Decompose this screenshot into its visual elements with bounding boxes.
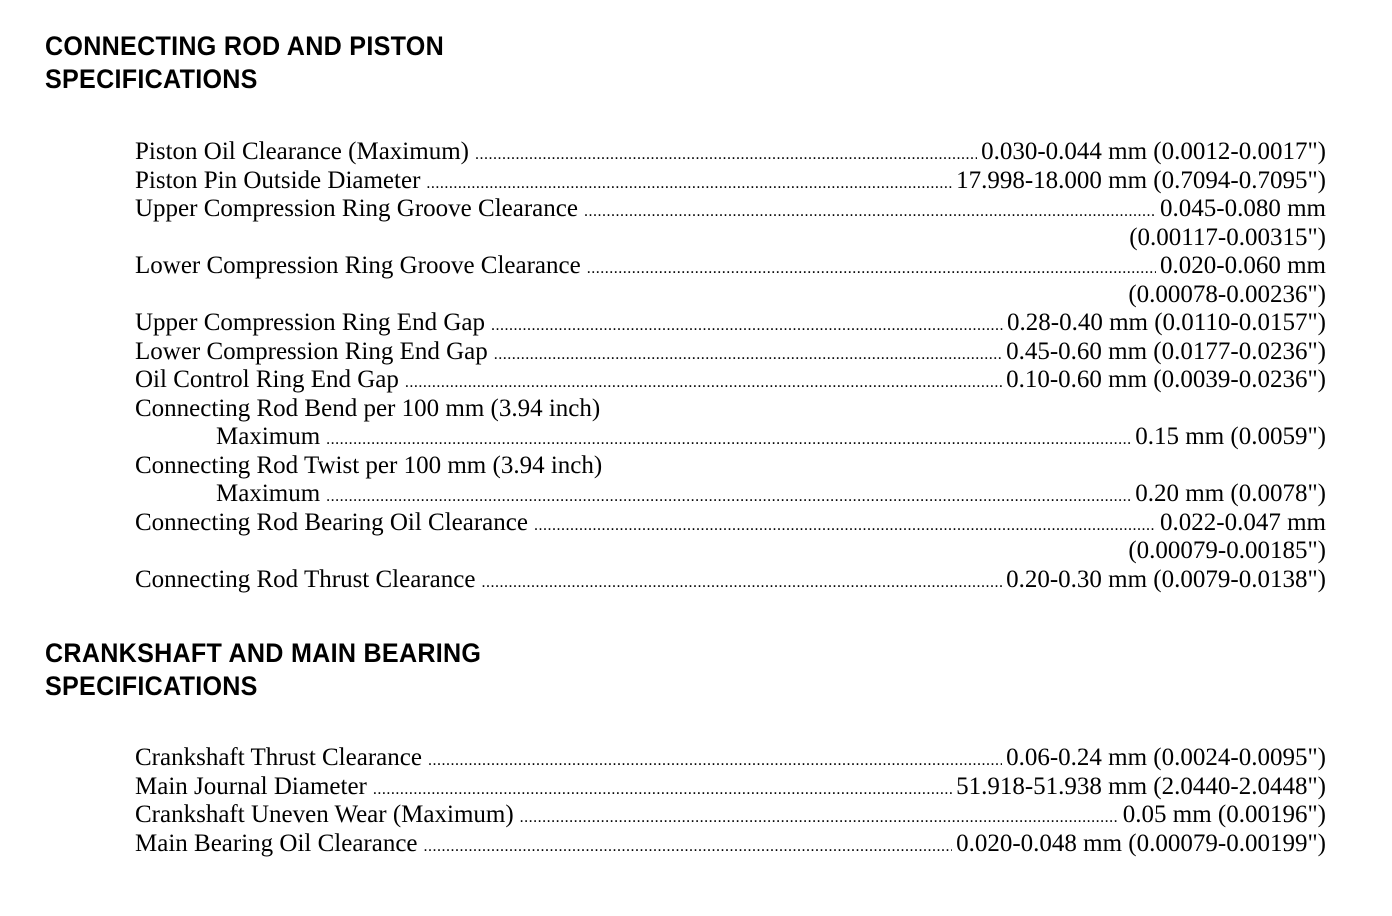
spec-value: 0.28-0.40 mm (0.0110-0.0157") bbox=[1007, 309, 1326, 336]
spec-row bbox=[135, 744, 1326, 773]
spec-value: 0.05 mm (0.00196") bbox=[1122, 801, 1326, 828]
dot-leader bbox=[426, 170, 952, 199]
spec-label: Connecting Rod Bearing Oil Clearance bbox=[135, 508, 528, 536]
crankshaft-spec-list bbox=[135, 744, 1326, 858]
spec-value: 0.15 mm (0.0059") bbox=[1135, 423, 1326, 450]
dot-leader bbox=[424, 833, 953, 862]
spec-value: 0.030-0.044 mm (0.0012-0.0017") bbox=[981, 138, 1326, 165]
spec-value: 51.918-51.938 mm (2.0440-2.0448") bbox=[956, 772, 1326, 800]
section-heading-connecting-rod bbox=[45, 30, 444, 96]
spec-value: 0.045-0.080 mm bbox=[1160, 195, 1326, 222]
dot-leader bbox=[491, 312, 1003, 341]
dot-leader bbox=[520, 804, 1119, 833]
spec-value: 0.06-0.24 mm (0.0024-0.0095") bbox=[1006, 744, 1326, 771]
dot-leader bbox=[405, 369, 1002, 398]
spec-row bbox=[135, 801, 1326, 830]
spec-value-continuation: (0.00078-0.00236") bbox=[1128, 280, 1326, 308]
spec-row bbox=[135, 195, 1326, 224]
spec-row bbox=[135, 309, 1326, 338]
spec-value: 0.20-0.30 mm (0.0079-0.0138") bbox=[1006, 565, 1326, 593]
spec-row bbox=[135, 167, 1326, 196]
spec-label: Piston Oil Clearance (Maximum) bbox=[135, 138, 469, 165]
spec-row bbox=[135, 138, 1326, 167]
dot-leader bbox=[481, 569, 1002, 598]
section-title-line: SPECIFICATIONS bbox=[45, 671, 258, 701]
section-title-line: CRANKSHAFT AND MAIN BEARING bbox=[45, 638, 482, 668]
spec-value: 0.022-0.047 mm bbox=[1160, 508, 1326, 536]
dot-leader bbox=[373, 776, 952, 805]
spec-row bbox=[135, 830, 1326, 859]
spec-value-continuation: (0.00079-0.00185") bbox=[1128, 537, 1326, 564]
spec-value: 0.20 mm (0.0078") bbox=[1135, 480, 1326, 507]
dot-leader bbox=[326, 483, 1131, 512]
section-title-line: CONNECTING ROD AND PISTON bbox=[45, 31, 444, 61]
spec-label: Lower Compression Ring Groove Clearance bbox=[135, 252, 581, 279]
spec-value: 0.10-0.60 mm (0.0039-0.0236") bbox=[1006, 366, 1326, 393]
spec-value: 0.020-0.048 mm (0.00079-0.00199") bbox=[956, 829, 1326, 857]
spec-row bbox=[135, 338, 1326, 367]
spec-label: Connecting Rod Thrust Clearance bbox=[135, 565, 476, 593]
spec-row bbox=[135, 366, 1326, 395]
spec-label: Maximum bbox=[216, 423, 321, 450]
spec-label: Crankshaft Thrust Clearance bbox=[135, 744, 422, 771]
dot-leader bbox=[428, 747, 1002, 776]
spec-label: Crankshaft Uneven Wear (Maximum) bbox=[135, 801, 514, 828]
section-heading-crankshaft bbox=[45, 637, 481, 703]
dot-leader bbox=[494, 341, 1002, 370]
spec-label: Upper Compression Ring End Gap bbox=[135, 309, 485, 336]
spec-row bbox=[135, 773, 1326, 802]
spec-row bbox=[135, 252, 1326, 281]
spec-label: Upper Compression Ring Groove Clearance bbox=[135, 195, 578, 222]
dot-leader bbox=[475, 141, 977, 170]
spec-label: Lower Compression Ring End Gap bbox=[135, 337, 488, 365]
spec-label: Main Bearing Oil Clearance bbox=[135, 829, 418, 857]
spec-label: Main Journal Diameter bbox=[135, 772, 367, 800]
section-title-line: SPECIFICATIONS bbox=[45, 64, 258, 94]
dot-leader bbox=[587, 255, 1156, 284]
spec-label: Oil Control Ring End Gap bbox=[135, 366, 399, 393]
spec-value: 17.998-18.000 mm (0.7094-0.7095") bbox=[956, 166, 1326, 194]
dot-leader bbox=[326, 426, 1131, 455]
spec-row bbox=[135, 509, 1326, 538]
spec-row bbox=[135, 566, 1326, 595]
dot-leader bbox=[584, 198, 1156, 227]
spec-subheading: Connecting Rod Bend per 100 mm (3.94 inch) bbox=[135, 394, 601, 422]
connecting-rod-spec-list bbox=[135, 138, 1326, 594]
spec-value-continuation: (0.00117-0.00315") bbox=[1129, 223, 1326, 251]
spec-label: Piston Pin Outside Diameter bbox=[135, 166, 421, 194]
dot-leader bbox=[534, 512, 1156, 541]
spec-label: Maximum bbox=[216, 480, 321, 507]
spec-subheading: Connecting Rod Twist per 100 mm (3.94 inch) bbox=[135, 451, 603, 479]
spec-value: 0.45-0.60 mm (0.0177-0.0236") bbox=[1006, 337, 1326, 365]
spec-row bbox=[135, 480, 1326, 509]
spec-row bbox=[135, 423, 1326, 452]
spec-value: 0.020-0.060 mm bbox=[1160, 252, 1326, 279]
